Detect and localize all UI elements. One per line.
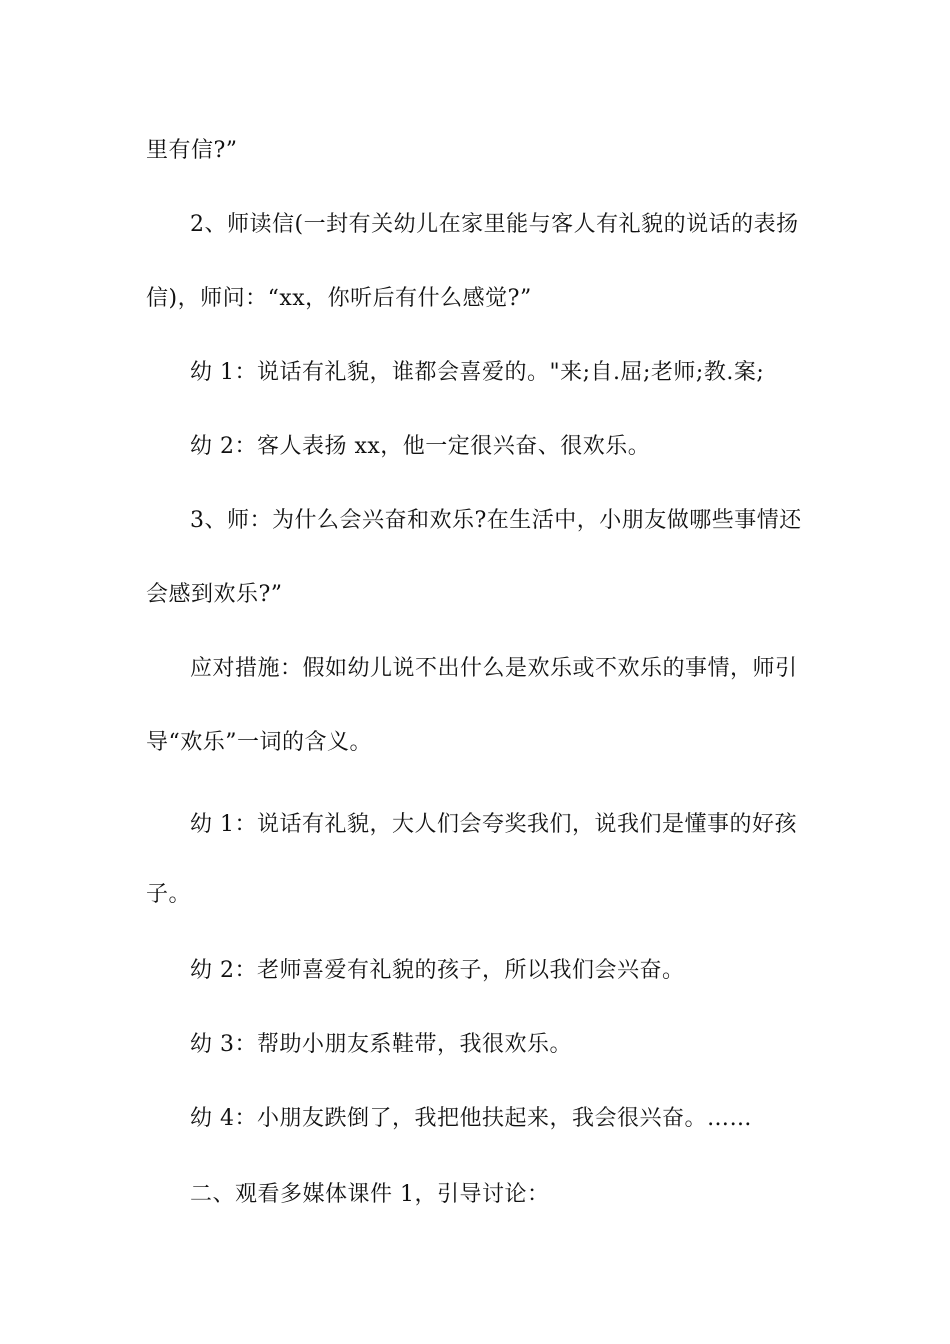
paragraph-line: 幼 4：小朋友跌倒了，我把他扶起来，我会很兴奋。…… [190, 1106, 752, 1131]
paragraph-line: 里有信?” [146, 138, 238, 163]
paragraph-line: 子。 [146, 882, 192, 907]
paragraph-line: 信)，师问：“xx，你听后有什么感觉?” [146, 286, 532, 311]
paragraph-line: 导“欢乐”一词的含义。 [146, 730, 372, 755]
paragraph-line: 幼 2：老师喜爱有礼貌的孩子，所以我们会兴奋。 [190, 958, 685, 983]
paragraph-line: 幼 1：说话有礼貌，大人们会夸奖我们，说我们是懂事的好孩 [190, 812, 797, 837]
paragraph-line: 幼 3：帮助小朋友系鞋带，我很欢乐。 [190, 1032, 572, 1057]
paragraph-line: 幼 1：说话有礼貌，谁都会喜爱的。"来;自.屈;老师;教.案; [190, 360, 765, 385]
paragraph-line: 3、师：为什么会兴奋和欢乐?在生活中，小朋友做哪些事情还 [190, 508, 802, 533]
paragraph-line: 幼 2：客人表扬 xx，他一定很兴奋、很欢乐。 [190, 434, 651, 459]
paragraph-line: 会感到欢乐?” [146, 582, 283, 607]
paragraph-line: 2、师读信(一封有关幼儿在家里能与客人有礼貌的说话的表扬 [190, 212, 799, 237]
paragraph-line: 二、观看多媒体课件 1，引导讨论： [190, 1182, 550, 1207]
paragraph-line: 应对措施：假如幼儿说不出什么是欢乐或不欢乐的事情，师引 [190, 656, 798, 681]
